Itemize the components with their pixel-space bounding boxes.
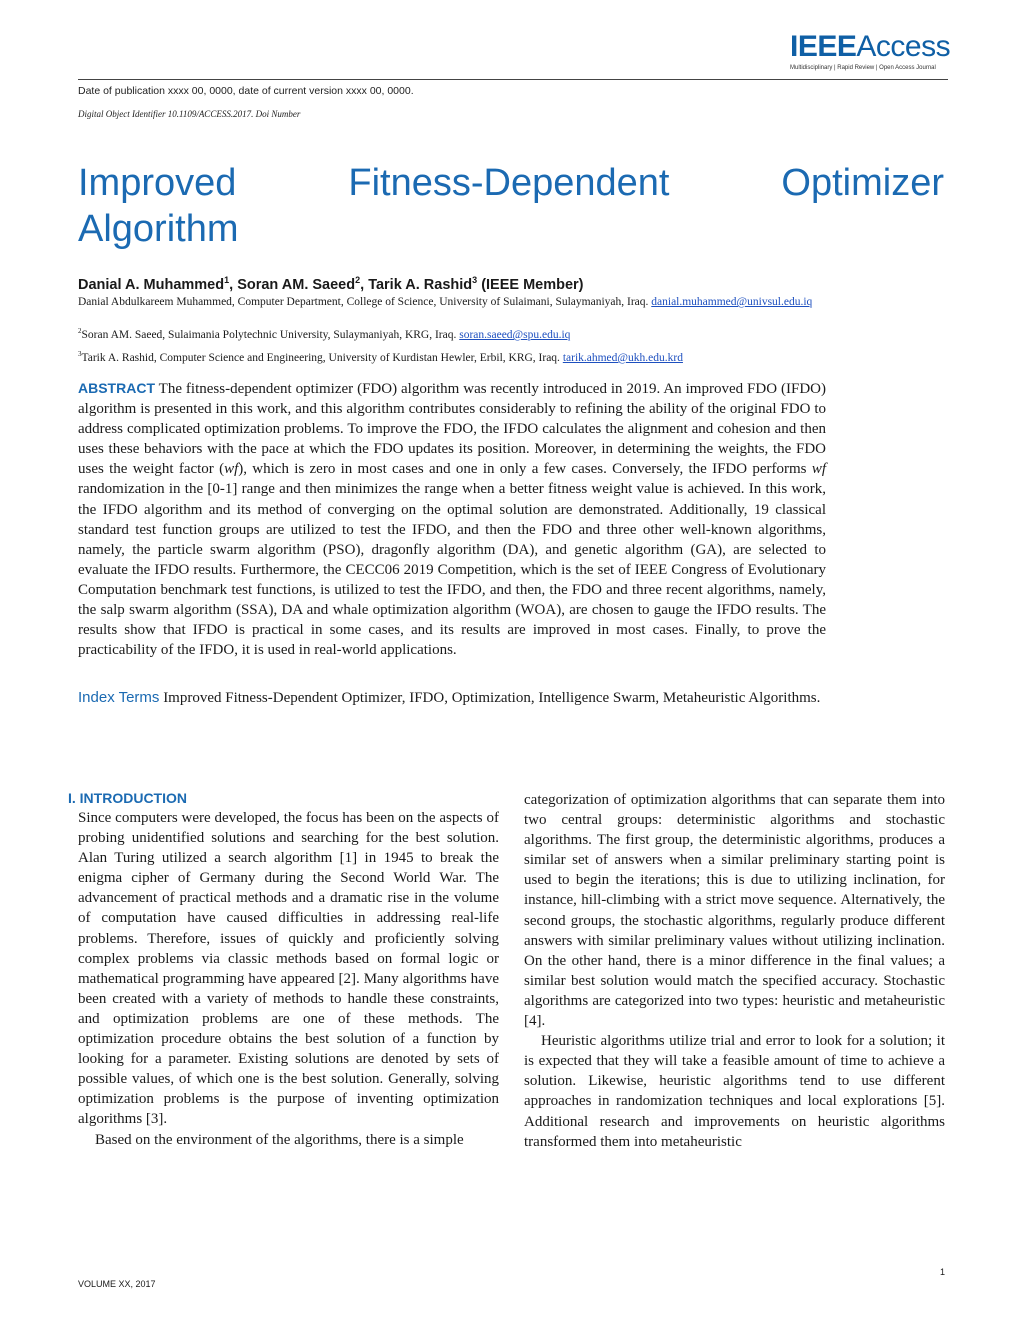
author-3: Tarik A. Rashid bbox=[368, 276, 473, 293]
section-heading-introduction: I. INTRODUCTION bbox=[68, 790, 187, 806]
paragraph: Based on the environment of the algorithms, there is a simple bbox=[95, 1131, 464, 1148]
volume-label: VOLUME XX, 2017 bbox=[78, 1279, 156, 1289]
paragraph: categorization of optimization algorithms that can separate them into two central groups: deterministic algorithms and stochastic algorithms. The first group, the deterministic algorithms, produces a similar set of answers when a similar preliminary starting point is used to begin the iterations; this is due to utilizing inclination, for instance, hill-climbing with a strict move sequence. Alternatively, the second groups, the stochastic algorithms, regularly produce different answers with similar preliminary values without utilizing inclination. On the other hand, there is a minor difference in the final values; a similar best solution would match the specified accuracy. Stochastic algorithms are categorized into two types: heuristic and metaheuristic [4]. bbox=[524, 792, 945, 1030]
page-number: 1 bbox=[940, 1267, 946, 1277]
paragraph: Since computers were developed, the focus has been on the aspects of probing unidentified solutions and searching for the best solution. Alan Turing utilized a search algorithm [1] in 1945 to break the enigma cipher of Germany during the Second World War. The advancement of practical methods and a dramatic rise in the volume of computation have caused difficulties in addressing real-life problems. Therefore, issues of quickly and proficiently solving complex problems via classic methods based on formal logic or mathematical programming have appeared [2]. Many algorithms have been created with a variety of methods to handle these constraints, and optimization problems are one of these methods. The optimization procedure obtains the best solution of a function by looking for a parameter. Existing solutions are denoted by sets of possible values, of which one is the best solution. Generally, solving optimization problems is the purpose of inventing optimization algorithms [3]. bbox=[78, 810, 499, 1128]
doi-line: Digital Object Identifier 10.1109/ACCESS.2017. Doi Number bbox=[78, 109, 301, 119]
affiliation-2: $^2$Soran AM. Saeed, Sulaimania Polytechnic University, Sulaymaniyah, KRG, Iraq. soran.saeed@spu.edu.iq bbox=[78, 327, 571, 341]
author-list: Danial A. Muhammed$^1$, Soran AM. Saeed$^2$, Tarik A. Rashid$^3$ (IEEE Member) bbox=[78, 275, 584, 293]
ieee-member-note: (IEEE Member) bbox=[481, 276, 584, 293]
abstract: ABSTRACT The fitness-dependent optimizer (FDO) algorithm was recently introduced in 2019. An improved FDO (IFDO) algorithm is presented in this work, and this algorithm contributes considerably to refining the ability of the original FDO to address complicated optimization problems. To improve the FDO, the IFDO calculates the alignment and cohesion and then uses these behaviors with the pace at which the FDO updates its position. Moreover, in determining the weights, the FDO uses the weight factor (wf), which is zero in most cases and one in only a few cases. Conversely, the IFDO performs wf randomization in the [0-1] range and then minimizes the range when a better fitness weight value is achieved. In this work, the IFDO algorithm and its method of converging on the optimal solution are demonstrated. Additionally, 19 classical standard test function groups are utilized to test the IFDO, and then the FDO and three other well-known algorithms, namely, the particle swarm algorithm (PSO), dragonfly algorithm (DA), and genetic algorithm (GA), are selected to evaluate the IFDO results. Furthermore, the CECC06 2019 Competition, which is the set of IEEE Congress of Evolutionary Computation benchmark test functions, is utilized to test the IFDO, and then, the FDO and three recent algorithms, namely, the salp swarm algorithm (SSA), DA and whale optimization algorithm (WOA), are chosen to gauge the IFDO results. The results show that IFDO is practical in some cases, and its results are improved in most cases. Finally, to prove the practicability of the IFDO, it is used in real-world applications. bbox=[78, 380, 826, 659]
paper-title bbox=[78, 160, 944, 252]
affiliation-1: Danial Abdulkareem Muhammed, Computer Department, College of Science, University of Sulaimani, Sulaymaniyah, Iraq. danial.muhammed@univsul.edu.iq bbox=[78, 296, 813, 308]
publication-date: Date of publication xxxx 00, 0000, date of current version xxxx 00, 0000. bbox=[78, 85, 414, 97]
left-column bbox=[78, 808, 499, 1150]
paragraph: Heuristic algorithms utilize trial and error to look for a solution; it is expected that they will take a feasible amount of time to achieve a solution. Likewise, heuristic algorithms tend to use different approaches in randomization techniques and local explorations [5]. Additional research and improvements on heuristic algorithms transformed them into metaheuristic bbox=[524, 1033, 945, 1150]
abstract-label: ABSTRACT bbox=[78, 380, 155, 396]
ieee-access-logo bbox=[790, 32, 950, 78]
email-link-2[interactable]: soran.saeed@spu.edu.iq bbox=[459, 328, 571, 341]
email-link-1[interactable]: danial.muhammed@univsul.edu.iq bbox=[651, 296, 813, 308]
logo-wordmark: IEEEAccess bbox=[790, 30, 951, 63]
title-line-2: Algorithm bbox=[78, 208, 239, 250]
wf-symbol: wf bbox=[224, 461, 239, 478]
author-2: Soran AM. Saeed bbox=[237, 276, 356, 293]
affiliation-3: $^3$Tarik A. Rashid, Computer Science and Engineering, University of Kurdistan Hewler, Erbil, KRG, Iraq. tarik.ahmed@ukh.edu.krd bbox=[78, 350, 683, 364]
email-link-3[interactable]: tarik.ahmed@ukh.edu.krd bbox=[562, 351, 683, 364]
title-line-1: Improved Fitness-Dependent Optimizer bbox=[78, 162, 944, 204]
index-terms-label: Index Terms bbox=[78, 689, 160, 706]
header-rule bbox=[78, 79, 948, 80]
author-1: Danial A. Muhammed bbox=[78, 276, 225, 293]
logo-tagline: Multidisciplinary | Rapid Review | Open Access Journal bbox=[790, 65, 936, 71]
wf-symbol: wf bbox=[811, 461, 826, 478]
right-column bbox=[524, 790, 945, 1152]
index-terms: Index Terms Improved Fitness-Dependent Optimizer, IFDO, Optimization, Intelligence Swarm, Metaheuristic Algorithms. bbox=[78, 689, 821, 706]
